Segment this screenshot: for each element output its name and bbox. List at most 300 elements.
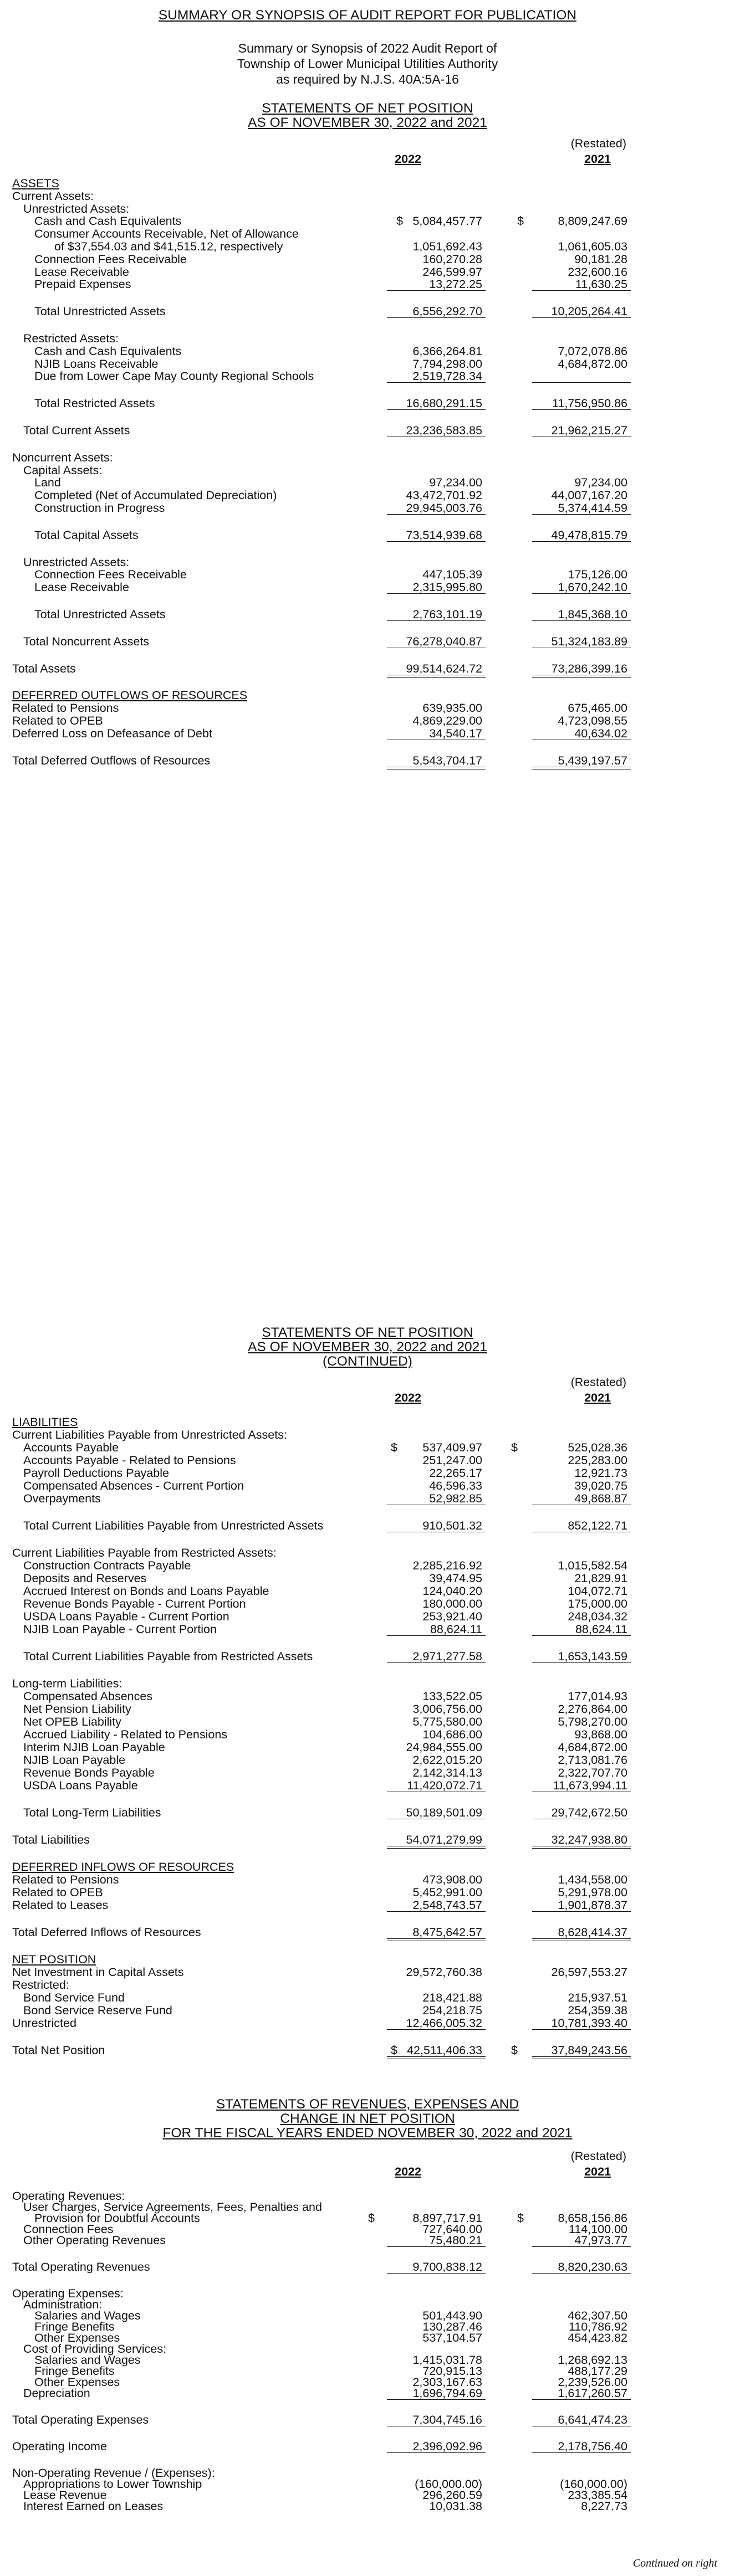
value-2021: 21,829.91 [574,1572,627,1585]
row-label: Lease Revenue [23,2488,107,2502]
row-label: Lease Receivable [34,581,129,594]
value-2021: 114,100.00 [568,2223,627,2236]
value-2022: 160,270.28 [422,252,482,266]
value-2021: 29,742,672.50 [551,1806,627,1819]
value-2022: 501,443.90 [422,2309,482,2322]
value-2021: 2,178,756.40 [558,2440,627,2453]
row-label: Accounts Payable - Related to Pensions [23,1454,236,1467]
row-label: Other Expenses [34,2375,120,2389]
row-label: Total Restricted Assets [34,397,155,410]
underline-rule [387,1662,486,1663]
row-label: Bond Service Reserve Fund [23,2004,172,2017]
underline-rule [387,1635,486,1636]
underline-rule [387,593,486,594]
row-label: Total Deferred Outflows of Resources [12,753,211,767]
row-label: Net Pension Liability [23,1702,131,1716]
value-2022: 218,421.88 [422,1991,482,2004]
year-header-prior: 2021 [584,1391,611,1404]
value-2022: 52,982.85 [429,1492,482,1505]
currency-symbol: $ [391,2044,397,2057]
section-title: AS OF NOVEMBER 30, 2022 and 2021 [248,115,487,130]
row-label: Cash and Cash Equivalents [34,214,182,228]
value-2021: 93,868.00 [574,1728,627,1741]
row-label: NJIB Loan Payable [23,1753,126,1767]
value-2021: 1,901,878.37 [558,1898,627,1912]
value-2022: 254,218.75 [422,2004,482,2017]
value-2021: 462,307.50 [568,2309,627,2322]
value-2022: 2,303,167.63 [412,2375,482,2389]
row-label: Construction in Progress [34,501,165,515]
value-2022: 6,556,292.70 [412,305,482,319]
value-2021: 1,268,692.13 [558,2353,627,2367]
underline-rule [532,2246,631,2247]
value-2022: 2,622,015.20 [412,1753,482,1767]
row-label: Interim NJIB Loan Payable [23,1741,165,1754]
row-label: NET POSITION [12,1953,96,1966]
row-label: Unrestricted Assets: [23,555,130,569]
row-label: Related to OPEB [12,1886,103,1899]
value-2022: 2,763,101.19 [412,608,482,621]
year-header-current: 2022 [395,1391,421,1404]
row-label: Accrued Interest on Bonds and Loans Payable [23,1584,269,1598]
underline-rule [532,514,631,515]
row-label: DEFERRED INFLOWS OF RESOURCES [12,1860,234,1874]
row-label: Prepaid Expenses [34,278,131,291]
row-label: of $37,554.03 and $41,515.12, respectively [54,240,283,253]
row-label: Total Capital Assets [34,528,139,542]
row-label: Fringe Benefits [34,2320,115,2333]
value-2022: 537,104.57 [422,2331,482,2344]
value-2022: 727,640.00 [422,2223,482,2236]
double-underline-rule [532,1848,631,1849]
underline-rule [532,2029,631,2030]
value-2022: 253,921.40 [422,1610,482,1623]
row-label: Current Liabilities Payable from Restricted Assets: [12,1546,277,1559]
value-2021: 44,007,167.20 [551,489,627,502]
row-label: Consumer Accounts Receivable, Net of Allowance [34,227,299,241]
footer-note: Continued on right [632,2557,717,2569]
value-2022: 4,869,229.00 [412,714,482,727]
value-2022: 76,278,040.87 [406,634,482,648]
value-2021: 51,324,183.89 [551,634,627,648]
underline-rule [532,1938,631,1939]
restated-label: (Restated) [570,137,626,150]
row-label: Salaries and Wages [34,2353,141,2367]
row-label: Total Operating Revenues [12,2260,150,2274]
underline-rule [387,290,486,291]
value-2021: 1,617,260.57 [558,2387,627,2400]
row-label: Connection Fees [23,2223,114,2236]
value-2021: 8,227.73 [581,2500,627,2513]
row-label: Total Assets [12,661,76,675]
row-label: Net Investment in Capital Assets [12,1966,184,1979]
row-label: Related to Leases [12,1898,109,1912]
row-label: Other Operating Revenues [23,2234,166,2247]
value-2022: 42,511,406.33 [407,2044,482,2057]
row-label: Cash and Cash Equivalents [34,344,182,358]
underline-rule [387,2273,486,2274]
row-label: Long-term Liabilities: [12,1677,122,1690]
row-label: Unrestricted Assets: [23,202,130,215]
value-2022: 3,006,756.00 [412,1702,482,1716]
value-2021: (160,000.00) [560,2477,627,2491]
underline-rule [387,1938,486,1939]
value-2022: 720,915.13 [422,2364,482,2378]
row-label: Compensated Absences [23,1690,153,1703]
row-label: Total Operating Expenses [12,2413,149,2426]
value-2022: 8,475,642.57 [412,1926,482,1939]
value-2022: 88,624.11 [430,1623,482,1636]
double-underline-rule [532,677,631,678]
row-label: Accounts Payable [23,1441,119,1454]
value-2022: 2,142,314.13 [412,1766,482,1779]
row-label: Deposits and Reserves [23,1572,147,1585]
underline-rule [532,409,631,410]
section-title: AS OF NOVEMBER 30, 2022 and 2021 [248,1340,487,1354]
value-2022: 6,366,264.81 [412,344,482,358]
value-2021: 49,478,815.79 [551,528,627,542]
value-2021: 37,849,243.56 [551,2044,627,2057]
value-2022: 1,696,794.69 [412,2387,482,2400]
value-2021: 11,630.25 [575,278,627,291]
value-2021: 5,374,414.59 [558,501,627,515]
value-2022: 246,599.97 [422,265,482,279]
value-2021: 4,684,872.00 [558,357,627,371]
value-2021: 4,684,872.00 [558,1741,627,1754]
value-2021: 32,247,938.80 [551,1833,627,1846]
row-label: DEFERRED OUTFLOWS OF RESOURCES [12,689,248,702]
year-header-current: 2022 [395,152,421,166]
underline-rule [387,1911,486,1912]
value-2021: 2,713,081.76 [558,1753,627,1767]
value-2022: 910,501.32 [422,1519,482,1532]
section-title: (CONTINUED) [323,1354,412,1369]
row-label: Restricted: [12,1978,69,1992]
row-label: Non-Operating Revenue / (Expenses): [12,2466,215,2480]
value-2022: 34,540.17 [429,726,482,740]
value-2021: 254,359.38 [568,2004,627,2017]
value-2021: 175,000.00 [568,1597,627,1610]
value-2022: 2,548,743.57 [412,1898,482,1912]
row-label: Completed (Net of Accumulated Depreciation) [34,489,277,502]
underline-rule [387,2246,486,2247]
row-label: USDA Loans Payable - Current Portion [23,1610,229,1623]
section-title: STATEMENTS OF NET POSITION [262,1325,473,1340]
value-2022: 2,315,995.80 [412,581,482,594]
value-2021: 225,283.00 [568,1454,627,1467]
currency-symbol: $ [391,1441,397,1454]
underline-rule [387,2056,486,2057]
currency-symbol: $ [517,214,524,228]
row-label: Related to Pensions [12,701,119,715]
row-label: Administration: [23,2298,103,2311]
value-2021: 2,276,864.00 [558,1702,627,1716]
row-label: Construction Contracts Payable [23,1559,191,1572]
year-header-current: 2022 [395,2165,421,2178]
value-2021: 104,072.71 [568,1584,627,1598]
underline-rule [532,317,631,318]
row-label: Operating Income [12,2440,107,2453]
value-2021: 233,385.54 [568,2488,627,2502]
value-2021: 7,072,078.86 [558,344,627,358]
value-2021: 1,061,605.03 [558,240,627,253]
currency-symbol: $ [396,214,403,228]
value-2021: 852,122.71 [568,1519,627,1532]
value-2021: 40,634.02 [574,726,627,740]
double-underline-rule [387,677,486,678]
value-2022: 9,700,838.12 [412,2260,482,2274]
value-2021: 88,624.11 [575,1623,627,1636]
value-2021: 110,786.92 [568,2320,627,2333]
value-2021: 49,868.87 [574,1492,627,1505]
section-title: FOR THE FISCAL YEARS ENDED NOVEMBER 30, 2022 and 2021 [162,2126,573,2141]
row-label: Total Current Assets [23,424,130,437]
value-2021: 6,641,474.23 [558,2413,627,2426]
section-title: CHANGE IN NET POSITION [280,2111,455,2126]
underline-rule [532,541,631,542]
currency-symbol: $ [368,2211,375,2225]
row-label: Noncurrent Assets: [12,450,113,464]
value-2021: 525,028.36 [568,1441,627,1454]
row-label: User Charges, Service Agreements, Fees, Penalties and [23,2200,322,2214]
value-2022: 10,031.38 [429,2500,482,2513]
row-label: Related to OPEB [12,714,103,727]
underline-rule [387,317,486,318]
value-2021: 11,756,950.86 [552,397,627,410]
currency-symbol: $ [511,2044,518,2057]
underline-rule [387,2029,486,2030]
value-2022: 133,522.05 [422,1690,482,1703]
row-label: NJIB Loans Receivable [34,357,159,371]
value-2021: 12,921.73 [574,1466,627,1480]
underline-rule [387,382,486,383]
value-2022: 537,409.97 [422,1441,482,1454]
underline-rule [532,1662,631,1663]
underline-rule [532,620,631,621]
value-2022: 104,686.00 [422,1728,482,1741]
row-label: Net OPEB Liability [23,1715,121,1728]
value-2022: 473,908.00 [422,1873,482,1886]
row-label: Capital Assets: [23,463,103,477]
row-label: Total Liabilities [12,1833,90,1846]
value-2022: 75,480.21 [429,2234,482,2247]
row-label: Interest Earned on Leases [23,2500,164,2513]
value-2022: 124,040.20 [422,1584,482,1598]
value-2021: 5,439,197.57 [558,753,627,767]
value-2021: 248,034.32 [568,1610,627,1623]
value-2022: 29,945,003.76 [406,501,482,515]
value-2021: 47,973.77 [574,2234,627,2247]
value-2021: 215,937.51 [568,1991,627,2004]
currency-symbol: $ [517,2211,524,2225]
row-label: Connection Fees Receivable [34,568,187,582]
underline-rule [387,541,486,542]
value-2021: 1,015,582.54 [558,1559,627,1572]
value-2022: 29,572,760.38 [406,1966,482,1979]
underline-rule [532,2452,631,2453]
value-2022: 2,971,277.58 [412,1650,482,1663]
row-label: Total Unrestricted Assets [34,305,166,319]
value-2022: 73,514,939.68 [406,528,482,542]
value-2021: 2,322,707.70 [558,1766,627,1779]
underline-rule [532,593,631,594]
value-2022: 22,265.17 [429,1466,482,1480]
subtitle-line-1: Summary or Synopsis of 2022 Audit Report of [238,41,497,55]
value-2022: 251,247.00 [422,1454,482,1467]
row-label: Related to Pensions [12,1873,119,1886]
row-label: Unrestricted [12,2016,76,2030]
row-label: Total Long-Term Liabilities [23,1806,161,1819]
value-2021: 73,286,399.16 [551,661,627,675]
row-label: Payroll Deductions Payable [23,1466,169,1480]
value-2021: 8,658,156.86 [558,2211,627,2225]
underline-rule [532,1635,631,1636]
row-label: Connection Fees Receivable [34,252,187,266]
value-2022: 7,794,298.00 [412,357,482,371]
row-label: Bond Service Fund [23,1991,125,2004]
value-2022: 180,000.00 [422,1597,482,1610]
restated-label: (Restated) [570,1376,626,1389]
value-2022: 8,897,717.91 [412,2211,482,2225]
underline-rule [387,409,486,410]
value-2022: 99,514,624.72 [406,661,482,675]
year-header-prior: 2021 [584,152,611,166]
row-label: Total Current Liabilities Payable from Unrestricted Assets [23,1519,324,1532]
value-2021: 8,820,230.63 [558,2260,627,2274]
row-label: Operating Expenses: [12,2287,124,2300]
value-2022: 5,775,580.00 [412,1715,482,1728]
underline-rule [532,2056,631,2057]
row-label: Overpayments [23,1492,101,1505]
row-label: Compensated Absences - Current Portion [23,1479,244,1492]
value-2022: 24,984,555.00 [406,1741,482,1754]
value-2022: 46,596.33 [429,1479,482,1492]
section-title: STATEMENTS OF REVENUES, EXPENSES AND [216,2097,519,2112]
value-2021: 488,177.29 [568,2364,627,2378]
value-2021: 2,239,526.00 [558,2375,627,2389]
row-label: Revenue Bonds Payable - Current Portion [23,1597,246,1610]
value-2021: 10,781,393.40 [551,2016,627,2030]
value-2021: 1,434,558.00 [558,1873,627,1886]
value-2022: 12,466,005.32 [406,2016,482,2030]
value-2022: 5,084,457.77 [412,214,482,228]
row-label: Appropriations to Lower Township [23,2477,202,2491]
value-2021: 8,628,414.37 [558,1926,627,1939]
row-label: NJIB Loan Payable - Current Portion [23,1623,217,1636]
row-label: Revenue Bonds Payable [23,1766,155,1779]
value-2021: 177,014.93 [568,1690,627,1703]
value-2021: 26,597,553.27 [551,1966,627,1979]
value-2022: 2,396,092.96 [412,2440,482,2453]
year-header-prior: 2021 [584,2165,611,2178]
underline-rule [387,2452,486,2453]
value-2022: 16,680,291.15 [406,397,482,410]
row-label: USDA Loans Payable [23,1779,138,1792]
value-2022: 639,935.00 [422,701,482,715]
row-label: Due from Lower Cape May County Regional Schools [34,370,314,383]
value-2021: 5,291,978.00 [558,1886,627,1899]
row-label: Total Unrestricted Assets [34,608,166,621]
subtitle-line-2: Township of Lower Municipal Utilities Authority [237,57,498,71]
row-label: Operating Revenues: [12,2189,125,2203]
value-2022: (160,000.00) [415,2477,482,2491]
underline-rule [532,1911,631,1912]
value-2021: 21,962,215.27 [551,424,627,437]
value-2021: 90,181.28 [574,252,627,266]
row-label: Total Current Liabilities Payable from Restricted Assets [23,1650,313,1663]
value-2022: 97,234.00 [429,476,482,490]
value-2022: 50,189,501.09 [406,1806,482,1819]
underline-rule [532,2399,631,2400]
row-label: ASSETS [12,177,59,190]
value-2022: 54,071,279.99 [406,1833,482,1846]
value-2022: 43,472,701.92 [406,489,482,502]
section-title: STATEMENTS OF NET POSITION [262,101,473,116]
underline-rule [532,290,631,291]
row-label: Lease Receivable [34,265,129,279]
value-2021: 675,465.00 [568,701,627,715]
value-2022: 2,285,216.92 [412,1559,482,1572]
row-label: Current Assets: [12,189,94,203]
value-2022: 1,415,031.78 [412,2353,482,2367]
value-2022: 13,272.25 [429,278,482,291]
row-label: Land [34,476,61,490]
value-2022: 447,105.39 [422,568,482,582]
row-label: Fringe Benefits [34,2364,115,2378]
row-label: LIABILITIES [12,1415,78,1429]
row-label: Salaries and Wages [34,2309,141,2322]
value-2021: 1,653,143.59 [558,1650,627,1663]
underline-rule [532,382,631,383]
value-2021: 39,020.75 [574,1479,627,1492]
value-2021: 97,234.00 [574,476,627,490]
row-label: Provision for Doubtful Accounts [34,2211,200,2225]
value-2022: 39,474.95 [429,1572,482,1585]
value-2022: 296,260.59 [422,2488,482,2502]
row-label: Current Liabilities Payable from Unrestricted Assets: [12,1428,287,1441]
row-label: Deferred Loss on Defeasance of Debt [12,726,212,740]
underline-rule [387,2399,486,2400]
value-2021: 11,673,994.11 [553,1779,627,1792]
value-2021: 1,670,242.10 [558,581,627,594]
value-2022: 5,543,704.17 [412,753,482,767]
underline-rule [387,514,486,515]
value-2022: 2,519,728.34 [412,370,482,383]
row-label: Depreciation [23,2387,90,2400]
value-2021: 10,205,264.41 [551,305,627,319]
value-2022: 11,420,072.71 [407,1779,482,1792]
row-label: Cost of Providing Services: [23,2342,167,2356]
underline-rule [387,620,486,621]
value-2022: 23,236,583.85 [406,424,482,437]
double-underline-rule [387,1848,486,1849]
value-2021: 1,845,368.10 [558,608,627,621]
restated-label: (Restated) [570,2149,626,2163]
value-2021: 8,809,247.69 [558,214,627,228]
value-2021: 4,723,098.55 [558,714,627,727]
value-2021: 232,600.16 [568,265,627,279]
value-2021: 5,798,270.00 [558,1715,627,1728]
underline-rule [532,2273,631,2274]
row-label: Other Expenses [34,2331,120,2344]
subtitle-line-3: as required by N.J.S. 40A:5A-16 [276,72,459,86]
value-2022: 5,452,991.00 [412,1886,482,1899]
row-label: Total Net Position [12,2044,105,2057]
value-2021: 175,126.00 [568,568,627,582]
row-label: Restricted Assets: [23,332,119,345]
value-2022: 7,304,745.16 [412,2413,482,2426]
value-2022: 130,287.46 [422,2320,482,2333]
